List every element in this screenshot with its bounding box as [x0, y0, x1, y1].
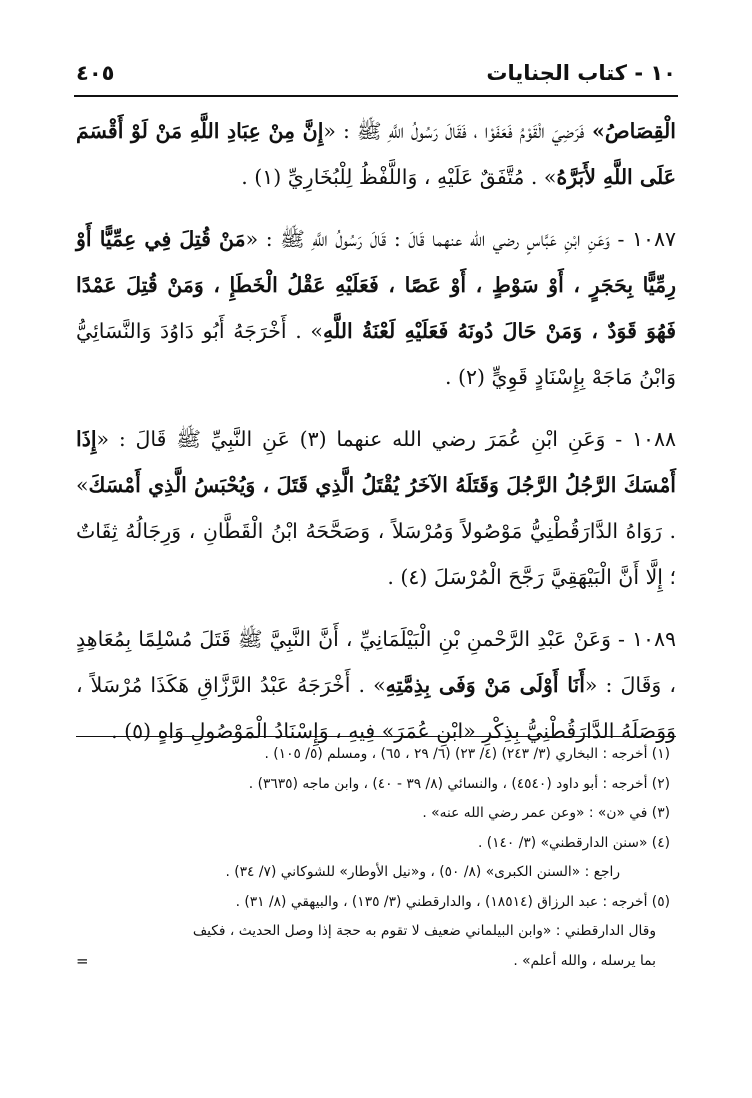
hadith-paragraph: [76, 416, 676, 600]
footnote-5: (٥) أخرجه : عبد الرزاق (١٨٥١٤) ، والدارقطني (٣/ ١٣٥) ، والبيهقي (٨/ ٣١) .: [235, 893, 670, 910]
hadith-paragraph: [76, 616, 676, 754]
hadith-paragraph: [76, 216, 676, 400]
footnote-5-last-line: [76, 947, 670, 977]
narration-text: » . أَخْرَجَهُ أَبُو دَاوُدَ وَالنَّسَائِيُّ وَابْنُ مَاجَهْ بِإِسْنَادٍ قَوِيٍّ (٢) .: [76, 319, 676, 389]
hadith-quote: إِنَّ مِنْ عِبَادِ اللَّهِ مَنْ لَوْ أَقْسَمَ عَلَى اللَّهِ لأَبَرَّهُ: [76, 119, 676, 189]
footnotes: [76, 740, 670, 976]
narration-text: فَرَضِيَ الْقَوْمُ فَعَفَوْا ، فَقَالَ رَسُولُ اللَّهِ ﷺ : «: [323, 119, 585, 143]
page-header: [76, 56, 676, 90]
narration-text: ١٠٨٨ - وَعَنِ ابْنِ عُمَرَ رضي الله عنهما (٣) عَنِ النَّبِيِّ ﷺ قَالَ : «: [96, 427, 676, 451]
footnote-2: (٢) أخرجه : أبو داود (٤٥٤٠) ، والنسائي (٨/ ٣٩ - ٤٠) ، وابن ماجه (٣٦٣٥) .: [248, 775, 670, 792]
hadith-quote: أَنَا أَوْلَى مَنْ وَفَى بِذِمَّتِهِ: [385, 673, 585, 697]
narration-text: ١٠٨٩ - وَعَنْ عَبْدِ الرَّحْمنِ بْنِ الْبَيْلَمَانِيِّ ، أَنَّ النَّبِيَّ ﷺ قَتَلَ مُسْلِمًا بِمُعَاهِدٍ ، وَقَالَ : «: [76, 627, 676, 697]
narration-text: » . أَخْرَجَهُ عَبْدُ الرَّزَّاقِ هَكَذَا مُرْسَلاً ، وَوَصَلَهُ الدَّارَقُطْنِيُّ بِذِكْرِ «ابْنِ عُمَرَ» فِيهِ ، وَإِسْنَادُ الْمَوْصُولِ وَاهٍ (٥) .: [76, 673, 676, 743]
main-text: [76, 108, 676, 770]
footnote-1: (١) أخرجه : البخاري (٣/ ٢٤٣) (٤/ ٢٣) (٦/ ٢٩ ، ٦٥) ، ومسلم (٥/ ١٠٥) .: [264, 746, 670, 762]
hadith-quote: إِذَا أَمْسَكَ الرَّجُلُ الرَّجُلَ وَقَتَلَهُ الآخَرُ يُقْتَلُ الَّذِي قَتَلَ ، وَيُحْبَسُ الَّذِي أَمْسَكَ: [76, 427, 676, 497]
hadith-quote: مَنْ قُتِلَ فِي عِمِّيًّا أَوْ رِمِّيًّا بِحَجَرٍ ، أَوْ سَوْطٍ ، أَوْ عَصًا ، فَعَلَيْهِ عَقْلُ الْخَطَإِ ، وَمَنْ قُتِلَ عَمْدًا فَهُوَ قَوَدٌ ، وَمَنْ حَالَ دُونَهُ فَعَلَيْهِ لَعْنَةُ اللَّهِ: [76, 227, 676, 343]
hadith-paragraph: [76, 108, 676, 200]
footnote-4: (٤) «سنن الدارقطني» (٣/ ١٤٠) .: [477, 834, 670, 851]
page-number: ٤٠٥: [76, 61, 115, 85]
hadith-quote: الْقِصَاصُ»: [584, 119, 676, 143]
narration-text: ١٠٨٧ - وَعَنِ ابْنِ عَبَّاسٍ رضي الله عنهما قَالَ : قَالَ رَسُولُ اللَّهِ ﷺ : «: [245, 227, 676, 251]
footnote-separator: [76, 736, 676, 737]
header-rule: [74, 95, 678, 97]
narration-text: » . رَوَاهُ الدَّارَقُطْنِيُّ مَوْصُولاً وَمُرْسَلاً ، وَصَحَّحَهُ ابْنُ الْقَطَّانِ ، وَرِجَالُهُ ثِقَاتٌ ؛ إِلَّا أَنَّ الْبَيْهَقِيَّ رَجَّحَ الْمُرْسَلَ (٤) .: [76, 473, 676, 589]
footnote-3: (٣) في «ن» : «وعن عمر رضي الله عنه» .: [422, 805, 670, 821]
footnote-5-continuation: وقال الدارقطني : «وابن البيلماني ضعيف لا تقوم به حجة إذا وصل الحديث ، فكيف: [192, 923, 656, 939]
continued-marker: =: [76, 951, 89, 970]
footnote-5-continuation: بما يرسله ، والله أعلم» .: [513, 952, 656, 969]
narration-text: » . مُتَّفَقٌ عَلَيْهِ ، وَاللَّفْظُ لِلْبُخَارِيِّ (١) .: [241, 165, 557, 189]
footnote-4-reference: راجع : «السنن الكبرى» (٨/ ٥٠) ، و«نيل الأوطار» للشوكاني (٧/ ٣٤) .: [225, 864, 620, 880]
chapter-title: ١٠ - كتاب الجنايات: [486, 61, 676, 85]
